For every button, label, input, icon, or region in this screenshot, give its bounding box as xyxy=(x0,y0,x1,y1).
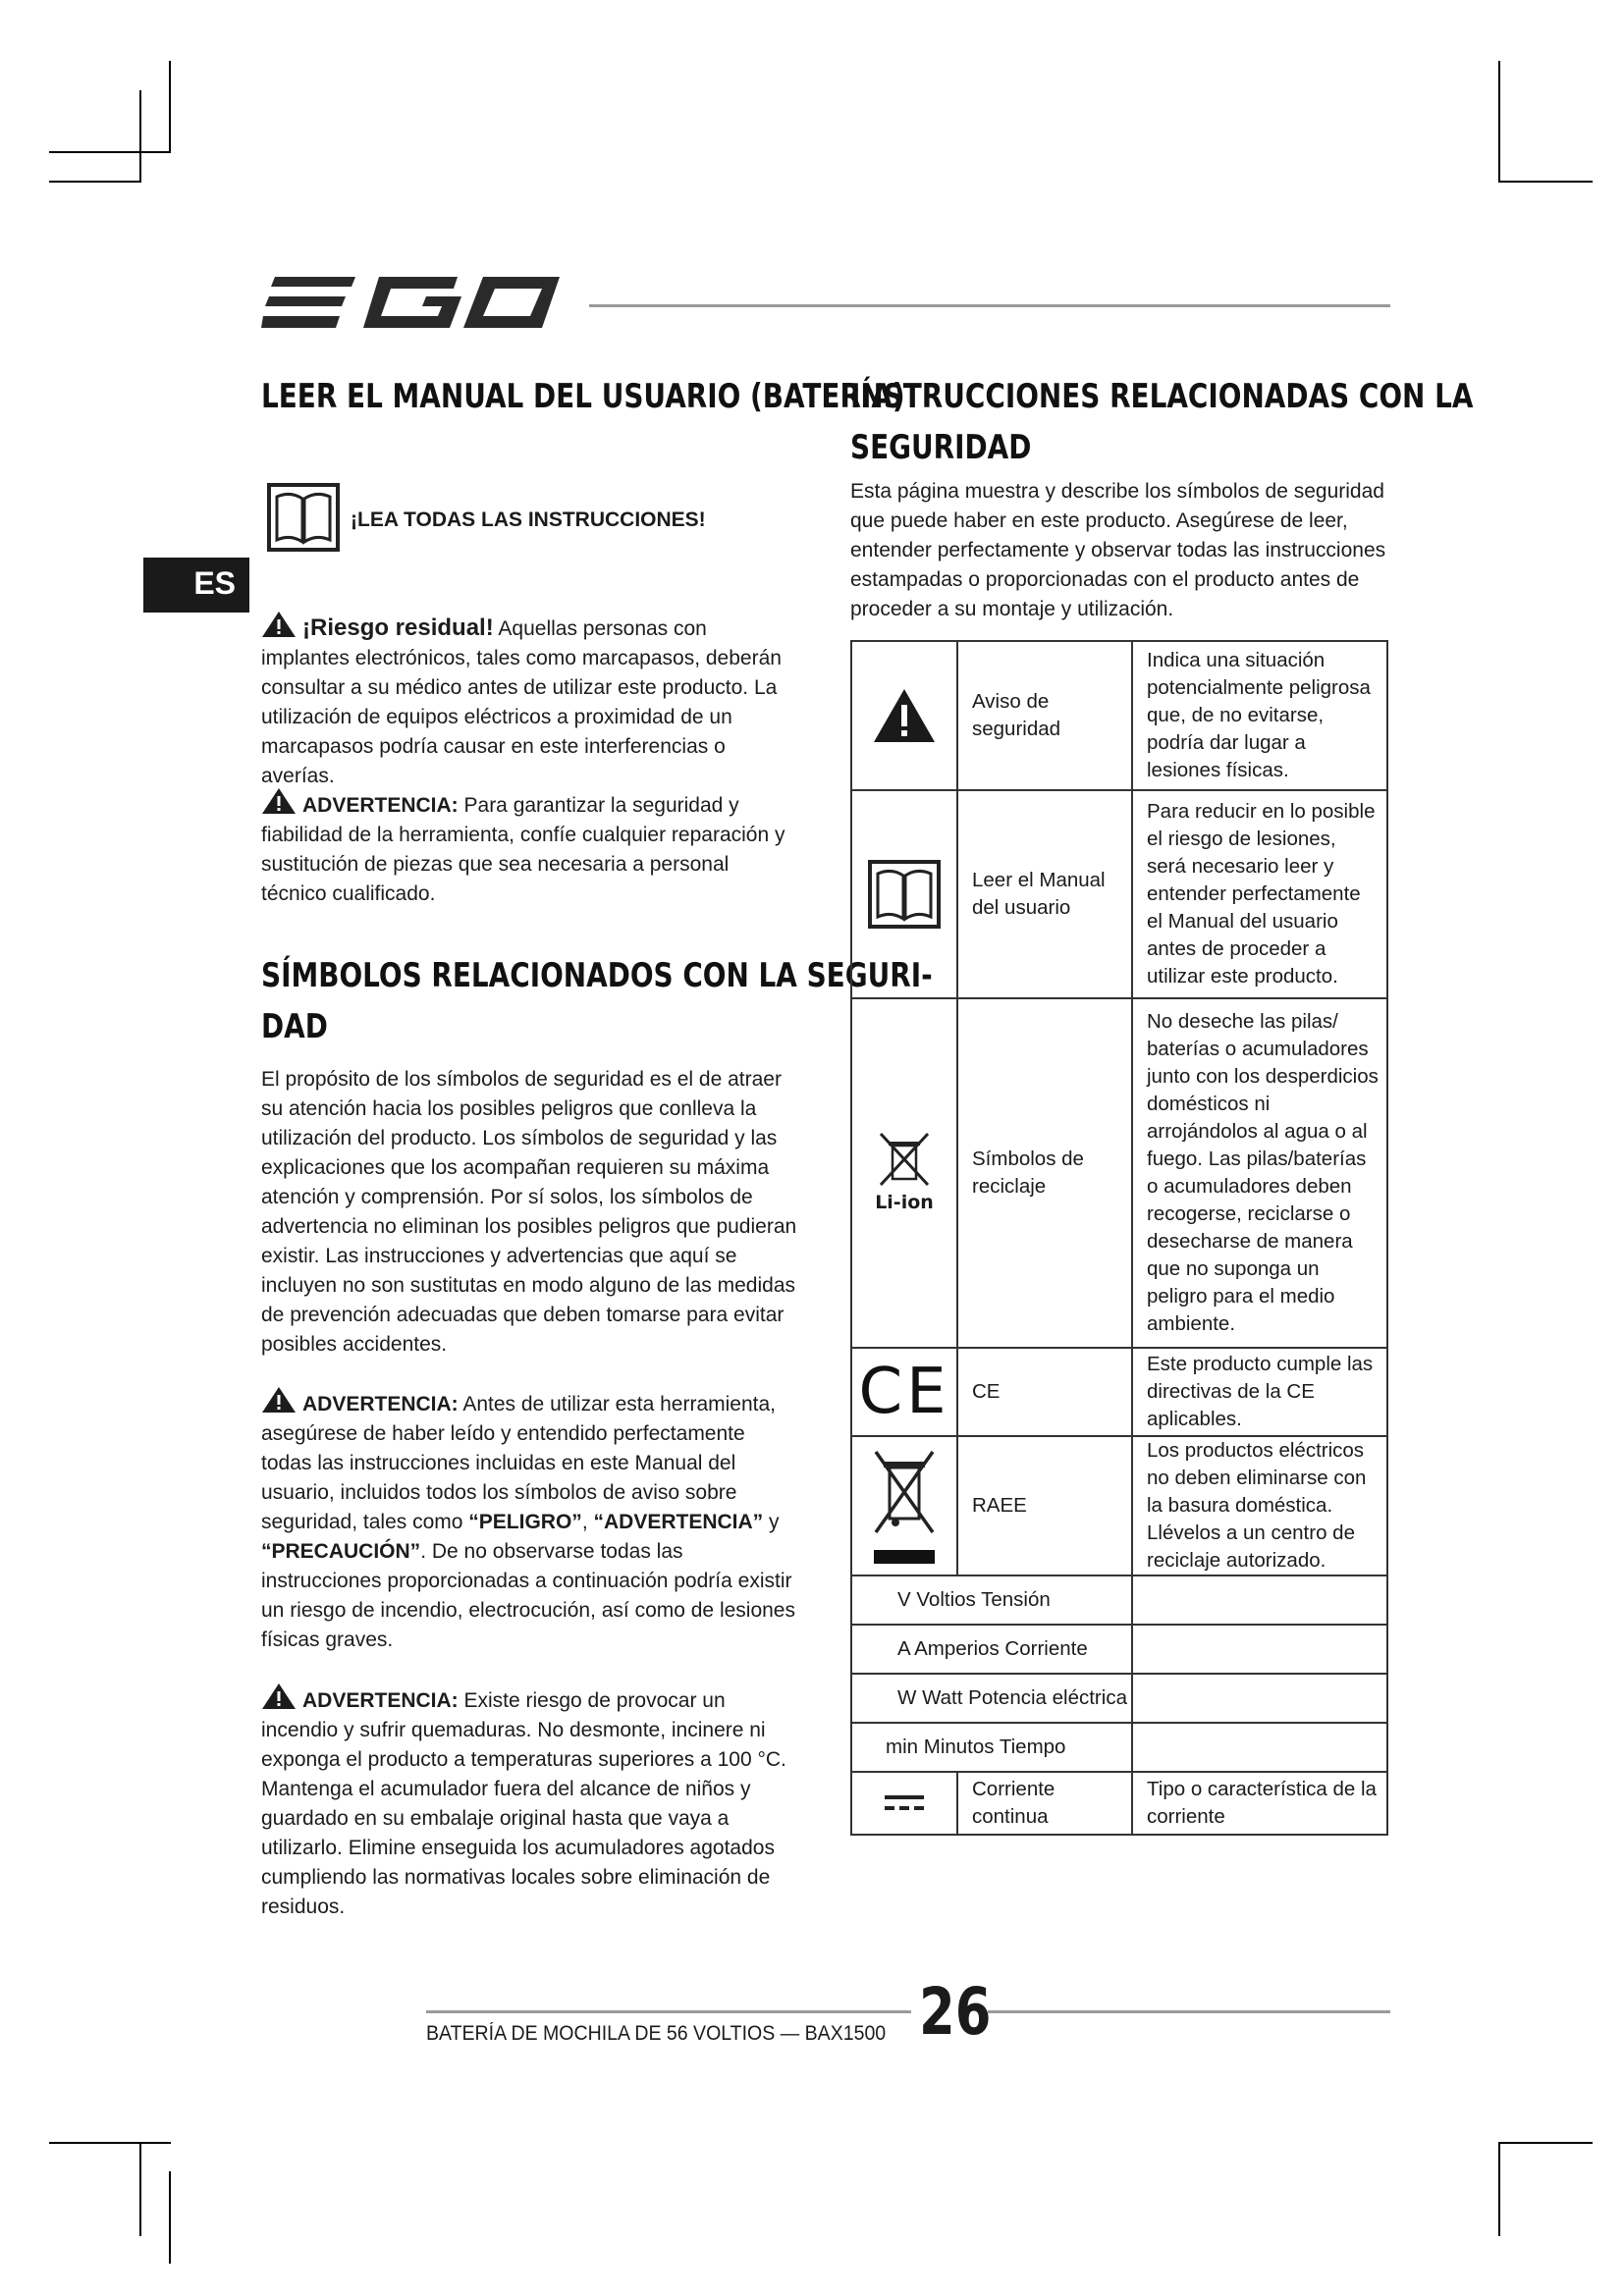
warning-text: Existe riesgo de provocar un incendio y sufrir quemaduras. No desmonte, incinere ni exponga el producto a temperaturas superiores a 100 °C. Mantenga el acumulador fuera del alcance de niños y guardado en su embalaje original hasta que vaya a utilizarlo. Elimine enseguida los acumuladores agotados cumpliendo las normativas locales sobre eliminación de residuos. xyxy=(261,1689,786,1918)
warning-icon xyxy=(261,1386,297,1414)
unit-meaning: Potencia eléctrica xyxy=(968,1686,1127,1709)
language-tab: ES xyxy=(143,558,249,613)
direct-current-icon xyxy=(851,1772,957,1835)
unit-meaning: Tensión xyxy=(981,1588,1051,1611)
read-all-instructions: ¡LEA TODAS LAS INSTRUCCIONES! xyxy=(351,508,706,531)
warning-icon xyxy=(261,1682,297,1710)
table-row xyxy=(851,1348,1387,1436)
warning-paragraph-3 xyxy=(261,1682,799,1922)
warning-triangle-icon xyxy=(851,641,957,790)
symbol-description: Este producto cumple las directivas de la CE aplicables. xyxy=(1132,1348,1387,1436)
residual-risk-title: ¡Riesgo residual! xyxy=(302,614,494,641)
book-icon xyxy=(851,790,957,998)
table-row xyxy=(851,1625,1387,1674)
warning-paragraph-1 xyxy=(261,787,799,909)
symbol-name: CE xyxy=(957,1348,1132,1436)
heading-safety-instructions: INSTRUCCIONES RELACIONADAS CON LA SEGURIDAD xyxy=(850,377,1474,467)
symbol-name: Aviso de seguridad xyxy=(957,641,1132,790)
crop-mark xyxy=(139,2142,141,2236)
intro-paragraph: Esta página muestra y describe los símbolos de seguridad que puede haber en este producto. Asegúrese de leer, entender perfectamente y observar todas las instrucciones estampadas o proporcionadas con el producto antes de proceder a su montaje y utilización. xyxy=(850,480,1386,620)
table-row xyxy=(851,1436,1387,1575)
header-rule xyxy=(589,304,1390,307)
table-row xyxy=(851,790,1387,998)
ego-logo xyxy=(261,271,566,340)
warning-icon xyxy=(261,611,297,638)
crop-mark xyxy=(1498,2142,1500,2236)
unit-meaning: Corriente xyxy=(1004,1637,1088,1660)
crop-mark xyxy=(49,181,141,183)
footer-title: BATERÍA DE MOCHILA DE 56 VOLTIOS — BAX1500 xyxy=(426,2022,887,2045)
table-row xyxy=(851,1575,1387,1625)
unit-name: Minutos xyxy=(923,1735,995,1758)
table-row xyxy=(851,998,1387,1348)
symbol-description: Indica una situación potencialmente peligrosa que, de no evitarse, podría dar lugar a lesiones físicas. xyxy=(1132,641,1387,790)
symbol-name: Símbolos de reciclaje xyxy=(957,998,1132,1348)
crop-mark xyxy=(1498,61,1500,183)
table-row xyxy=(851,1674,1387,1723)
footer-rule-right xyxy=(988,2010,1390,2013)
unit-symbol: min xyxy=(886,1735,919,1758)
warning-title: ADVERTENCIA: xyxy=(302,794,459,817)
page-number: 26 xyxy=(919,1974,992,2050)
warning-icon xyxy=(261,787,297,815)
crop-mark xyxy=(139,90,141,183)
table-row xyxy=(851,1723,1387,1772)
symbol-description: No deseche las pilas/ baterías o acumuladores junto con los desperdicios domésticos ni arrojándolos al agua o al fuego. Las pilas/baterías o acumuladores deben recogerse, reciclarse o desecharse de manera que no suponga un peligro para el medio ambiente. xyxy=(1132,998,1387,1348)
crop-mark xyxy=(169,2171,171,2264)
symbol-description: Los productos eléctricos no deben eliminarse con la basura doméstica. Llévelos a un centro de reciclaje autorizado. xyxy=(1132,1436,1387,1575)
safety-symbols-table xyxy=(850,640,1388,1836)
unit-name: Voltios xyxy=(916,1588,976,1611)
symbol-name: RAEE xyxy=(957,1436,1132,1575)
crop-mark xyxy=(49,151,171,153)
warning-title: ADVERTENCIA: xyxy=(302,1689,459,1712)
li-ion-recycling-icon xyxy=(851,998,957,1348)
crop-mark xyxy=(169,61,171,153)
unit-name: Watt xyxy=(922,1686,963,1709)
table-row xyxy=(851,1772,1387,1835)
unit-name: Amperios xyxy=(914,1637,1000,1660)
warning-text: Para garantizar la seguridad y fiabilidad de la herramienta, confíe cualquier reparación y sustitución de piezas que sea necesaria a personal técnico cualificado. xyxy=(261,794,785,905)
crop-mark xyxy=(49,2142,171,2144)
unit-symbol: V xyxy=(897,1588,911,1611)
residual-risk-paragraph xyxy=(261,611,799,791)
unit-symbol: A xyxy=(897,1637,910,1660)
unit-symbol: W xyxy=(897,1686,917,1709)
heading-read-manual: LEER EL MANUAL DEL USUARIO (BATERÍA) xyxy=(261,377,905,416)
crop-mark xyxy=(1498,2142,1593,2144)
symbol-description: Tipo o característica de la corriente xyxy=(1132,1772,1387,1835)
residual-risk-text: Aquellas personas con implantes electrónicos, tales como marcapasos, deberán consultar a su médico antes de utilizar este producto. La utilización de equipos eléctricos a proximidad de un marcapasos podría causar en este interferencias o averías. xyxy=(261,617,782,787)
symbol-name: Corriente continua xyxy=(957,1772,1132,1835)
crop-mark xyxy=(1498,181,1593,183)
heading-safety-symbols: SÍMBOLOS RELACIONADOS CON LA SEGURI- DAD xyxy=(261,956,933,1046)
unit-meaning: Tiempo xyxy=(999,1735,1066,1758)
warning-title: ADVERTENCIA: xyxy=(302,1393,459,1415)
book-icon xyxy=(267,483,340,552)
symbol-description: Para reducir en lo posible el riesgo de lesiones, será necesario leer y entender perfectamente el Manual del usuario antes de proceder a utilizar este producto. xyxy=(1132,790,1387,998)
symbol-name: Leer el Manual del usuario xyxy=(957,790,1132,998)
footer-rule-left xyxy=(426,2010,911,2013)
weee-bin-icon xyxy=(851,1436,957,1575)
li-ion-label: Li-ion xyxy=(875,1192,934,1213)
ce-mark-icon: CE xyxy=(851,1348,957,1436)
symbols-paragraph: El propósito de los símbolos de seguridad es el de atraer su atención hacia los posibles peligros que conlleva la utilización del producto. Los símbolos de seguridad y las explicaciones que los acompañan requieren su máxima atención y comprensión. Por sí solos, los símbolos de advertencia no eliminan los posibles peligros que pudieran existir. Las instrucciones y advertencias que aquí se incluyen no son sustitutas en modo alguno de las medidas de prevención adecuadas que deben tomarse para evitar posibles accidentes. xyxy=(261,1068,797,1356)
warning-paragraph-2: ADVERTENCIA: Antes de utilizar esta herramienta, asegúrese de haber leído y entendido perfectamente todas las instrucciones incluidas en este Manual del usuario, incluidos todos los símbolos de aviso sobre seguridad, tales como “PELIGRO”, “ADVERTENCIA” y “PRECAUCIÓN”. De no observarse todas las instrucciones proporcionadas a continuación podría existir un riesgo de incendio, electrocución, así como de lesiones físicas graves. xyxy=(261,1386,799,1655)
table-row xyxy=(851,641,1387,790)
